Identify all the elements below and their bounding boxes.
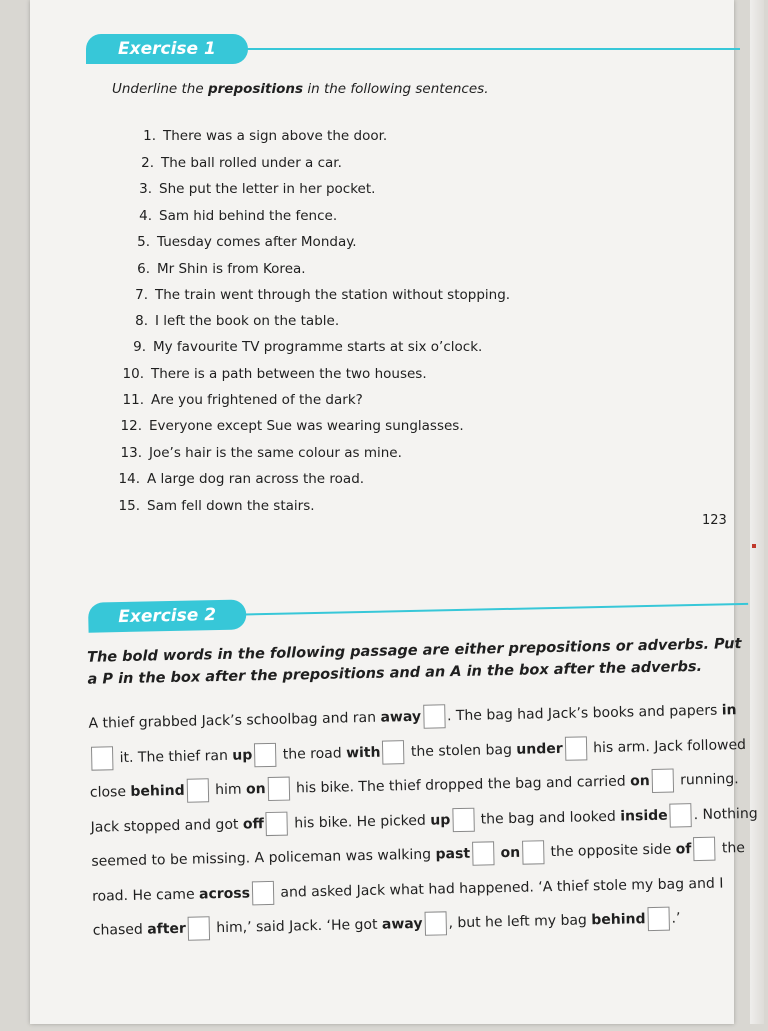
sentence-number: 10. [122, 366, 144, 382]
sentence-item [112, 390, 363, 410]
sentence-item [120, 179, 375, 199]
instruction-text: in the box after the [112, 667, 283, 688]
bold-word: behind [591, 911, 646, 929]
sentence-text: Joe’s hair is the same colour as mine. [149, 445, 402, 461]
page-number: 123 [702, 513, 727, 528]
bold-word: away [380, 708, 422, 726]
sentence-item [120, 206, 337, 226]
exercise-2-instruction [87, 633, 748, 691]
sentence-item [118, 232, 357, 252]
answer-box[interactable] [522, 840, 544, 864]
sentence-item [116, 285, 510, 305]
sentence-number: 4. [139, 208, 152, 224]
answer-box[interactable] [693, 837, 715, 861]
lower-half [55, 553, 768, 1031]
sentence-number: 14. [118, 471, 140, 487]
header-rule [246, 48, 740, 50]
sentence-item [122, 153, 342, 173]
sentence-item [112, 364, 427, 384]
sentence-item [108, 496, 315, 516]
sentence-item [108, 469, 364, 489]
passage-text: the road. He came [91, 840, 746, 905]
instruction-text: or [610, 638, 639, 655]
sentence-item [114, 337, 482, 357]
sentence-number: 15. [118, 498, 140, 514]
sentence-number: 9. [133, 339, 146, 355]
sentence-number: 13. [120, 445, 142, 461]
exercise-2-header [88, 589, 748, 633]
passage-text: , but he left my bag [448, 912, 592, 932]
answer-box[interactable] [472, 841, 494, 865]
answer-box[interactable] [651, 769, 673, 793]
bold-word: after [147, 920, 187, 938]
bold-word: away [381, 915, 423, 933]
passage-text: his bike. The thief dropped the bag and carried [291, 773, 631, 797]
bold-word: on [245, 781, 266, 798]
answer-box[interactable] [188, 916, 210, 940]
sentence-item [110, 416, 464, 436]
exercise-2-passage [88, 693, 761, 948]
bold-word: up [430, 811, 451, 829]
bold-word: off [242, 815, 264, 833]
passage-text: his bike. He picked [289, 812, 431, 832]
sentence-text: She put the letter in her pocket. [159, 181, 376, 197]
sentence-number: 12. [120, 418, 142, 434]
sentence-number: 3. [139, 181, 152, 197]
answer-box[interactable] [669, 803, 691, 827]
sentence-text: There was a sign above the door. [163, 128, 388, 144]
instruction-keyword: A [450, 663, 462, 681]
answer-box[interactable] [382, 740, 404, 764]
bold-word: across [198, 884, 251, 902]
passage-text: him,’ said Jack. ‘He got [211, 916, 383, 937]
bold-word: past [435, 845, 471, 863]
sentence-text: The ball rolled under a car. [161, 155, 342, 171]
answer-box[interactable] [186, 778, 208, 802]
bold-word: under [516, 740, 563, 758]
passage-text: . The bag had Jack’s books and papers [446, 702, 722, 725]
exercise-1-instruction: Underline the prepositions in the following sentences. [112, 81, 489, 97]
instruction-keyword: P [102, 671, 114, 688]
passage-text: it. The thief ran [115, 747, 233, 766]
sentence-item [110, 443, 402, 463]
answer-box[interactable] [452, 807, 474, 831]
answer-box[interactable] [267, 777, 289, 801]
instruction-text: and an [384, 664, 451, 682]
sentence-number: 8. [135, 313, 148, 329]
sentence-item [116, 311, 339, 331]
bold-word: behind [130, 782, 185, 800]
instruction-keyword: prepositions [282, 665, 385, 684]
passage-text: .’ [671, 910, 681, 927]
sentence-item [124, 126, 387, 146]
sentence-number: 11. [122, 392, 144, 408]
sentence-text: My favourite TV programme starts at six o’clock. [153, 339, 483, 355]
sentence-text: Everyone except Sue was wearing sunglasses. [149, 418, 464, 434]
exercise-1-header [86, 34, 740, 64]
bold-word: inside [620, 807, 668, 825]
passage-text: him [210, 781, 247, 799]
instruction-text: . [696, 658, 703, 676]
passage-text: his arm. Jack followed close [89, 736, 747, 801]
answer-box[interactable] [647, 907, 669, 931]
instruction-keyword: adverbs [630, 659, 697, 677]
sentence-text: The train went through the station without stopping. [155, 287, 511, 303]
passage-text: the bag and looked [476, 808, 621, 828]
answer-box[interactable] [252, 880, 274, 904]
passage-text: the opposite side [545, 841, 676, 861]
sentence-text: I left the book on the table. [155, 313, 340, 329]
passage-text: and asked Jack what had happened. ‘A thief stole my bag and I chased [92, 875, 724, 939]
bold-word: up [232, 746, 253, 764]
sentence-text: Tuesday comes after Monday. [157, 234, 357, 250]
sentence-number: 6. [137, 261, 150, 277]
exercise-2-title: Exercise 2 [88, 599, 246, 632]
passage-text: . Nothing seemed to be missing. A policeman was walking [91, 805, 758, 870]
sentence-number: 5. [137, 234, 150, 250]
workbook-page [30, 0, 758, 1024]
answer-box[interactable] [254, 742, 276, 766]
instruction-keyword: adverbs [637, 636, 704, 655]
answer-box[interactable] [423, 704, 445, 728]
bold-word: on [629, 773, 650, 790]
passage-text: the road [278, 744, 347, 763]
bold-word: in [721, 702, 737, 719]
sentence-text: Mr Shin is from Korea. [157, 261, 306, 277]
sentence-text: Sam hid behind the fence. [159, 208, 338, 224]
bold-word: on [500, 844, 521, 862]
bold-word: of [675, 841, 692, 858]
answer-box[interactable] [91, 746, 113, 770]
sentence-item [118, 259, 306, 279]
sentence-text: A large dog ran across the road. [147, 471, 365, 487]
header-rule [244, 603, 748, 616]
answer-box[interactable] [424, 911, 446, 935]
passage-text: running. Jack stopped and got [90, 771, 739, 836]
sentence-number: 2. [141, 155, 154, 171]
instruction-text: The bold words in the following passage are either [86, 640, 509, 666]
sentence-number: 7. [135, 287, 148, 303]
exercise-1-title: Exercise 1 [86, 34, 248, 64]
passage-text: A thief grabbed Jack’s schoolbag and ran [88, 709, 381, 732]
sentence-text: Sam fell down the stairs. [147, 498, 315, 514]
passage-text: the stolen bag [406, 741, 517, 760]
sentence-text: Are you frightened of the dark? [151, 392, 363, 408]
sentence-number: 1. [143, 128, 156, 144]
sentence-text: There is a path between the two houses. [151, 366, 427, 382]
instruction-text: . Put a [87, 636, 742, 688]
instruction-text: in the box after the [461, 660, 632, 680]
answer-box[interactable] [564, 736, 586, 760]
instruction-keyword: prepositions [508, 638, 611, 657]
answer-box[interactable] [266, 811, 288, 835]
bold-word: with [345, 744, 381, 761]
margin-mark [752, 544, 756, 548]
